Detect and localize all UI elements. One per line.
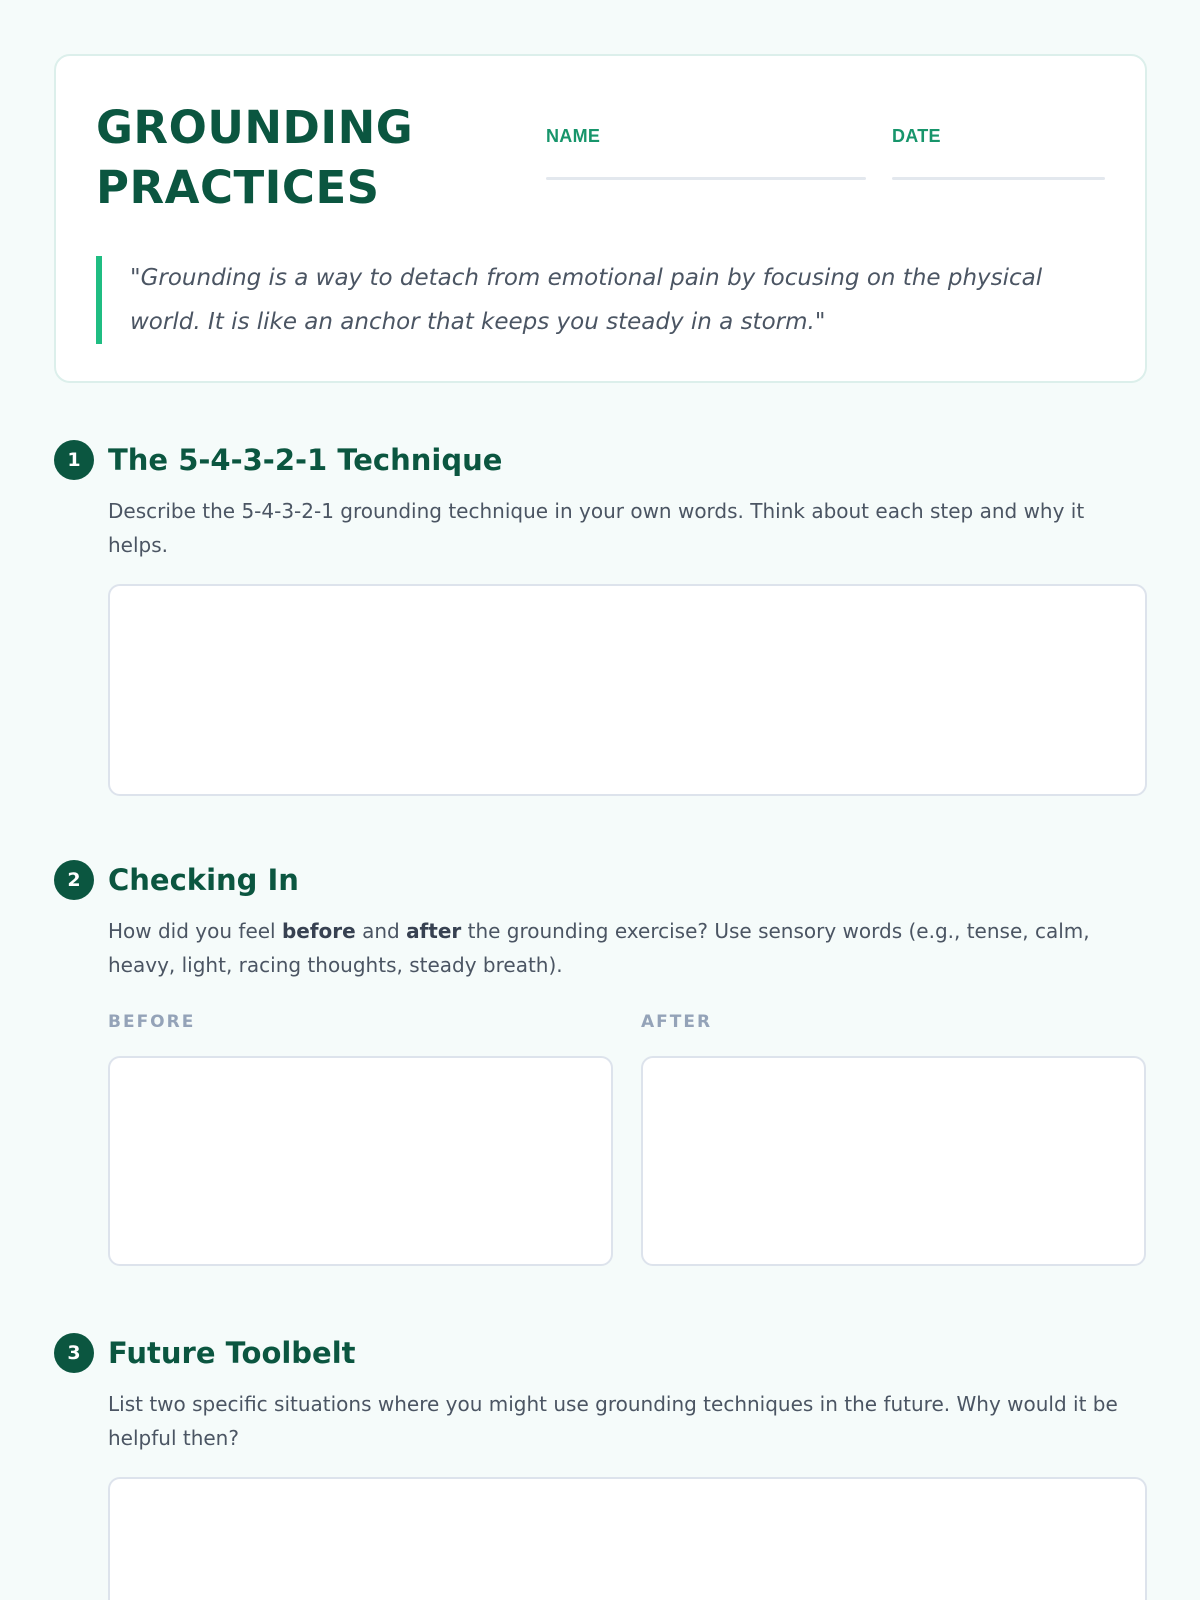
before-column [108, 1012, 613, 1266]
after-label: AFTER [641, 1012, 713, 1032]
before-after-columns [108, 1012, 1147, 1266]
section-title: The 5-4-3-2-1 Technique [108, 443, 503, 477]
section-technique [54, 440, 1147, 796]
prompt-text: and [355, 919, 407, 943]
date-field[interactable] [892, 126, 1105, 180]
name-label: NAME [546, 126, 601, 146]
name-field[interactable] [546, 126, 866, 180]
after-column [641, 1012, 1146, 1266]
section-number-badge: 1 [54, 440, 94, 480]
section-number-badge: 2 [54, 860, 94, 900]
before-label: BEFORE [108, 1012, 196, 1032]
date-input-line[interactable] [892, 177, 1105, 180]
date-label: DATE [892, 126, 941, 146]
toolbelt-answer-box[interactable] [108, 1477, 1147, 1600]
section-number-badge: 3 [54, 1333, 94, 1373]
section-heading [54, 1333, 1147, 1373]
section-title: Future Toolbelt [108, 1336, 356, 1370]
section-future-toolbelt [54, 1333, 1147, 1600]
header-card [54, 54, 1147, 383]
prompt-text: the grounding exercise? Use sensory words (e.g., tense, calm, heavy, light, racing thoughts, steady breath). [108, 919, 1090, 977]
before-answer-box[interactable] [108, 1056, 613, 1266]
section-prompt: Describe the 5-4-3-2-1 grounding technique in your own words. Think about each step and why it helps. [108, 499, 1085, 557]
grounding-quote: "Grounding is a way to detach from emotional pain by focusing on the physical world. It is like an anchor that keeps you steady in a storm." [96, 256, 1096, 344]
section-prompt [108, 914, 1148, 982]
section-title: Checking In [108, 863, 299, 897]
technique-answer-box[interactable] [108, 584, 1147, 796]
section-heading [54, 440, 1147, 480]
section-checking-in [54, 860, 1147, 1266]
worksheet-title: GROUNDING PRACTICES [96, 101, 414, 214]
section-prompt: List two specific situations where you might use grounding techniques in the future. Why would it be helpful then? [108, 1392, 1118, 1450]
prompt-emphasis-before: before [281, 919, 356, 943]
after-answer-box[interactable] [641, 1056, 1146, 1266]
section-heading [54, 860, 1147, 900]
name-input-line[interactable] [546, 177, 866, 180]
prompt-text: How did you feel [108, 919, 282, 943]
prompt-emphasis-after: after [406, 919, 462, 943]
